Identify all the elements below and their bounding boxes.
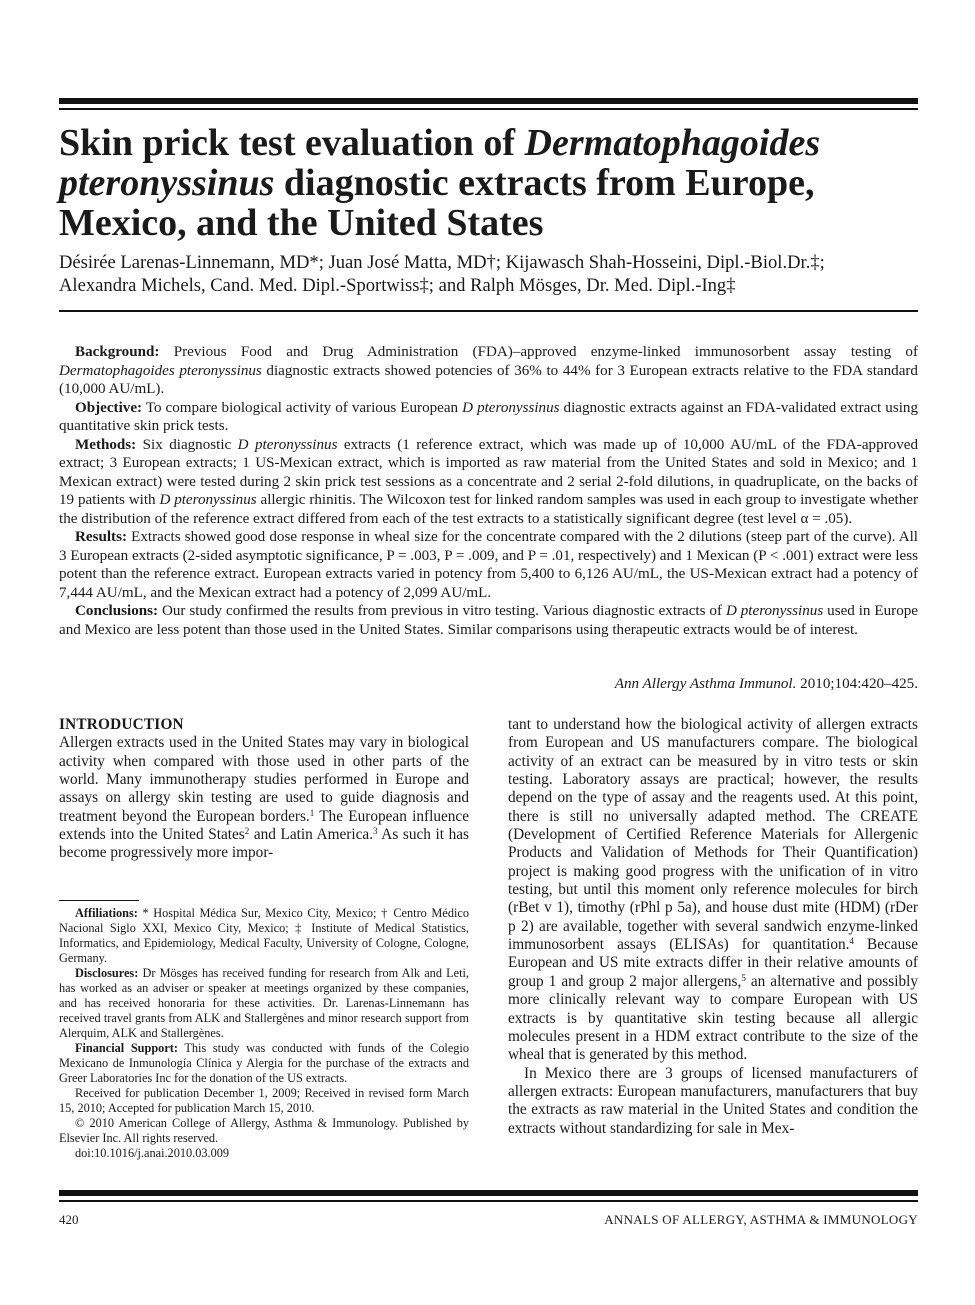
abstract-results: Results: Extracts showed good dose response in wheal size for the concentrate compared with the 2 dilutions (steep part of the curve). All 3 European extracts (2-sided asymptotic significance, P = .003, P = .009, and P = .01, respectively) and 1 Mexican (P < .001) extract were less potent than the reference extract. European extracts varied in potency from 5,400 to 6,126 AU/mL, the US-Mexican extract had a potency of 7,444 AU/mL, and the Mexican extract had a potency of 2,099 AU/mL.: [59, 529, 918, 601]
intro-paragraph-1-continued: tant to understand how the biological activity of allergen extracts from European and US manufacturers compare. The biological activity of an extract can be measured by in vitro tests or skin testing. Laboratory assays are practical; however, the results depend on the type of assay and the reagents used. At this point, there is still no universally adapted method. The CREATE (Development of Certified Reference Materials for Allergenic Products and Validation of Methods for Their Quantification) project is making good progress with the unification of in vitro testing, but until this moment only reference molecules for birch (rBet v 1), timothy (rPhl p 5a), and house dust mite (HDM) (rDer p 2) are available, together with several sandwich enzyme-linked immunosorbent assays (ELISAs) for quantitation.$^4$ Because European and US mite extracts differ in their relative amounts of group 1 and group 2 major allergens,$^5$ an alternative and possibly more clinically relevant way to compare European with US extracts is by quantitative skin testing because all allergic molecules present in a HDM extract contribute to the size of the wheal that is generated by this method.: [508, 716, 918, 1064]
intro-paragraph-2: In Mexico there are 3 groups of licensed manufacturers of allergen extracts: European manufacturers, manufacturers that buy the extracts as raw material in the United States and condition the extracts without standardizing for sale in Mex-: [508, 1064, 918, 1137]
left-column: [59, 716, 469, 863]
page-number: 420: [59, 1212, 79, 1227]
abstract: [59, 343, 918, 639]
footnote-rule: [59, 900, 139, 901]
footnote-affiliations: Affiliations: * Hospital Médica Sur, Mexico City, Mexico; † Centro Médico Nacional Siglo XXI, Mexico City, Mexico; ‡ Institute of Medical Statistics, Informatics, and Epidemiology, Medical Faculty, University of Cologne, Cologne, Germany.: [59, 906, 469, 965]
author-line-1: Désirée Larenas-Linnemann, MD*; Juan José Matta, MD†; Kijawasch Shah-Hosseini, Dipl.-Biol.Dr.‡;: [59, 252, 825, 273]
abstract-objective: Objective: To compare biological activity of various European D pteronyssinus diagnostic extracts against an FDA-validated extract using quantitative skin prick tests.: [59, 399, 918, 434]
author-line-2: Alexandra Michels, Cand. Med. Dipl.-Sportwiss‡; and Ralph Mösges, Dr. Med. Dipl.-Ing‡: [59, 275, 736, 296]
footnote-received: Received for publication December 1, 2009; Received in revised form March 15, 2010; Accepted for publication March 15, 2010.: [59, 1086, 469, 1115]
footnotes: [59, 906, 469, 1161]
abstract-conclusions: Conclusions: Our study confirmed the results from previous in vitro testing. Various diagnostic extracts of D pteronyssinus used in Europe and Mexico are less potent than those used in the United States. Similar comparisons using therapeutic extracts would be of interest.: [59, 603, 918, 638]
abstract-background: Background: Previous Food and Drug Administration (FDA)–approved enzyme-linked immunosorbent assay testing of Dermatophagoides pteronyssinus diagnostic extracts showed potencies of 36% to 44% for 3 European extracts relative to the FDA standard (10,000 AU/mL).: [59, 344, 918, 397]
right-column: [508, 716, 918, 1138]
abstract-top-rule: [59, 310, 918, 312]
footnote-financial-support: Financial Support: This study was conducted with funds of the Colegio Mexicano de Inmunología Clínica y Alergia for the purchase of the extracts and Greer Laboratories Inc for the donation of the US extracts.: [59, 1041, 469, 1085]
top-rule-thick: [59, 98, 918, 104]
intro-paragraph-1: Allergen extracts used in the United States may vary in biological activity when compared with those used in other parts of the world. Many immunotherapy studies performed in Europe and assays on allergy skin testing are used to guide diagnosis and treatment beyond the European borders.$^1$ The European influence extends into the United States$^2$ and Latin America.$^3$ As such it has become progressively more impor-: [59, 734, 469, 862]
citation: Ann Allergy Asthma Immunol. 2010;104:420–425.: [614, 676, 918, 692]
bottom-rule-thin: [59, 1200, 918, 1202]
top-rule-thin: [59, 108, 918, 110]
author-list: [59, 251, 924, 297]
footnote-disclosures: Disclosures: Dr Mösges has received funding for research from Alk and Leti, has worked as an adviser or speaker at meetings organized by these companies, and has received honoraria for these activities. Dr. Larenas-Linnemann has received travel grants from ALK and Stallergènes and minor research support from Alerquim, ALK and Stallergènes.: [59, 966, 469, 1040]
footnote-doi: doi:10.1016/j.anai.2010.03.009: [75, 1146, 230, 1160]
journal-name-footer: ANNALS OF ALLERGY, ASTHMA & IMMUNOLOGY: [604, 1212, 918, 1227]
section-heading-introduction: INTRODUCTION: [59, 716, 184, 733]
abstract-methods: Methods: Six diagnostic D pteronyssinus extracts (1 reference extract, which was made up of 10,000 AU/mL of the FDA-approved extract; 3 European extracts; 1 US-Mexican extract, which is imported as raw material from the United States and sold in Mexico; and 1 Mexican extract) were tested during 2 skin prick test sessions as a concentrate and 2 serial 2-fold dilutions, in quadruplicate, on the backs of 19 patients with D pteronyssinus allergic rhinitis. The Wilcoxon test for linked random samples was used in each group to investigate whether the distribution of the reference extract differed from each of the test extracts to a statistically significant degree (test level α = .05).: [59, 436, 918, 527]
bottom-rule-thick: [59, 1190, 918, 1196]
footnote-copyright: © 2010 American College of Allergy, Asthma & Immunology. Published by Elsevier Inc. All rights reserved.: [59, 1116, 469, 1145]
article-title: Skin prick test evaluation of Dermatophagoides pteronyssinus diagnostic extracts from Europe, Mexico, and the United States: [59, 122, 821, 244]
